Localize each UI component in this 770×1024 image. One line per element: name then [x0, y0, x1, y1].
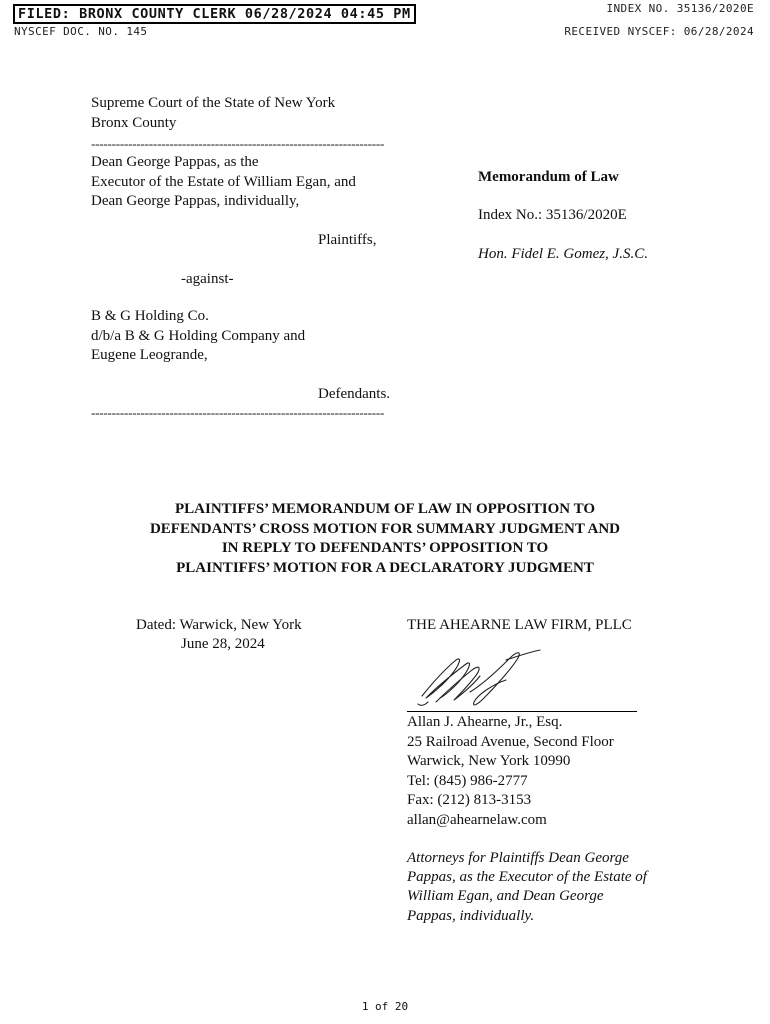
firm-fax: Fax: (212) 813-3153 [407, 792, 532, 808]
document-title-line: PLAINTIFFS’ MEMORANDUM OF LAW IN OPPOSITION TO [174, 501, 596, 517]
representation-line: Pappas, as the Executor of the Estate of [407, 869, 647, 885]
attorney-signature [410, 646, 550, 712]
index-number-header: INDEX NO. 35136/2020E [606, 2, 754, 15]
dated-date: June 28, 2024 [181, 636, 265, 652]
page-number: 1 of 20 [361, 1000, 409, 1013]
document-type: Memorandum of Law [478, 169, 619, 185]
representation-line: Attorneys for Plaintiffs Dean George [407, 850, 629, 866]
dated-place: Dated: Warwick, New York [136, 617, 302, 633]
judge-name: Hon. Fidel E. Gomez, J.S.C. [478, 246, 648, 262]
plaintiff-line: Dean George Pappas, individually, [91, 193, 300, 209]
nyscef-doc-number: NYSCEF DOC. NO. 145 [14, 25, 148, 38]
defendant-line: B & G Holding Co. [91, 308, 209, 324]
attorney-name: Allan J. Ahearne, Jr., Esq. [407, 714, 563, 730]
defendant-line: Eugene Leogrande, [91, 347, 208, 363]
court-county: Bronx County [91, 115, 177, 131]
defendants-label: Defendants. [318, 386, 391, 402]
received-date: RECEIVED NYSCEF: 06/28/2024 [564, 25, 754, 38]
plaintiff-line: Executor of the Estate of William Egan, and [91, 174, 356, 190]
filed-stamp: FILED: BRONX COUNTY CLERK 06/28/2024 04:45 PM [13, 4, 416, 24]
document-title-line: PLAINTIFFS’ MOTION FOR A DECLARATORY JUDGMENT [176, 560, 594, 576]
firm-email: allan@ahearnelaw.com [407, 812, 547, 828]
document-title-line: IN REPLY TO DEFENDANTS’ OPPOSITION TO [221, 540, 549, 556]
court-name: Supreme Court of the State of New York [91, 95, 336, 111]
firm-name: THE AHEARNE LAW FIRM, PLLC [407, 617, 632, 633]
firm-address-line: 25 Railroad Avenue, Second Floor [407, 734, 614, 750]
plaintiff-line: Dean George Pappas, as the [91, 154, 259, 170]
firm-address-line: Warwick, New York 10990 [407, 753, 571, 769]
caption-divider-top: ----------------------------------------------------------------------- [91, 136, 385, 151]
caption-divider-bottom: ----------------------------------------------------------------------- [91, 405, 385, 420]
against-label: -against- [181, 271, 234, 287]
document-title-line: DEFENDANTS’ CROSS MOTION FOR SUMMARY JUDGMENT AND [149, 521, 621, 537]
representation-line: Pappas, individually. [407, 908, 535, 924]
case-index-number: Index No.: 35136/2020E [478, 207, 627, 223]
plaintiffs-label: Plaintiffs, [318, 232, 377, 248]
signature-line [407, 711, 637, 712]
firm-telephone: Tel: (845) 986-2777 [407, 773, 528, 789]
representation-line: William Egan, and Dean George [407, 888, 604, 904]
defendant-line: d/b/a B & G Holding Company and [91, 328, 306, 344]
